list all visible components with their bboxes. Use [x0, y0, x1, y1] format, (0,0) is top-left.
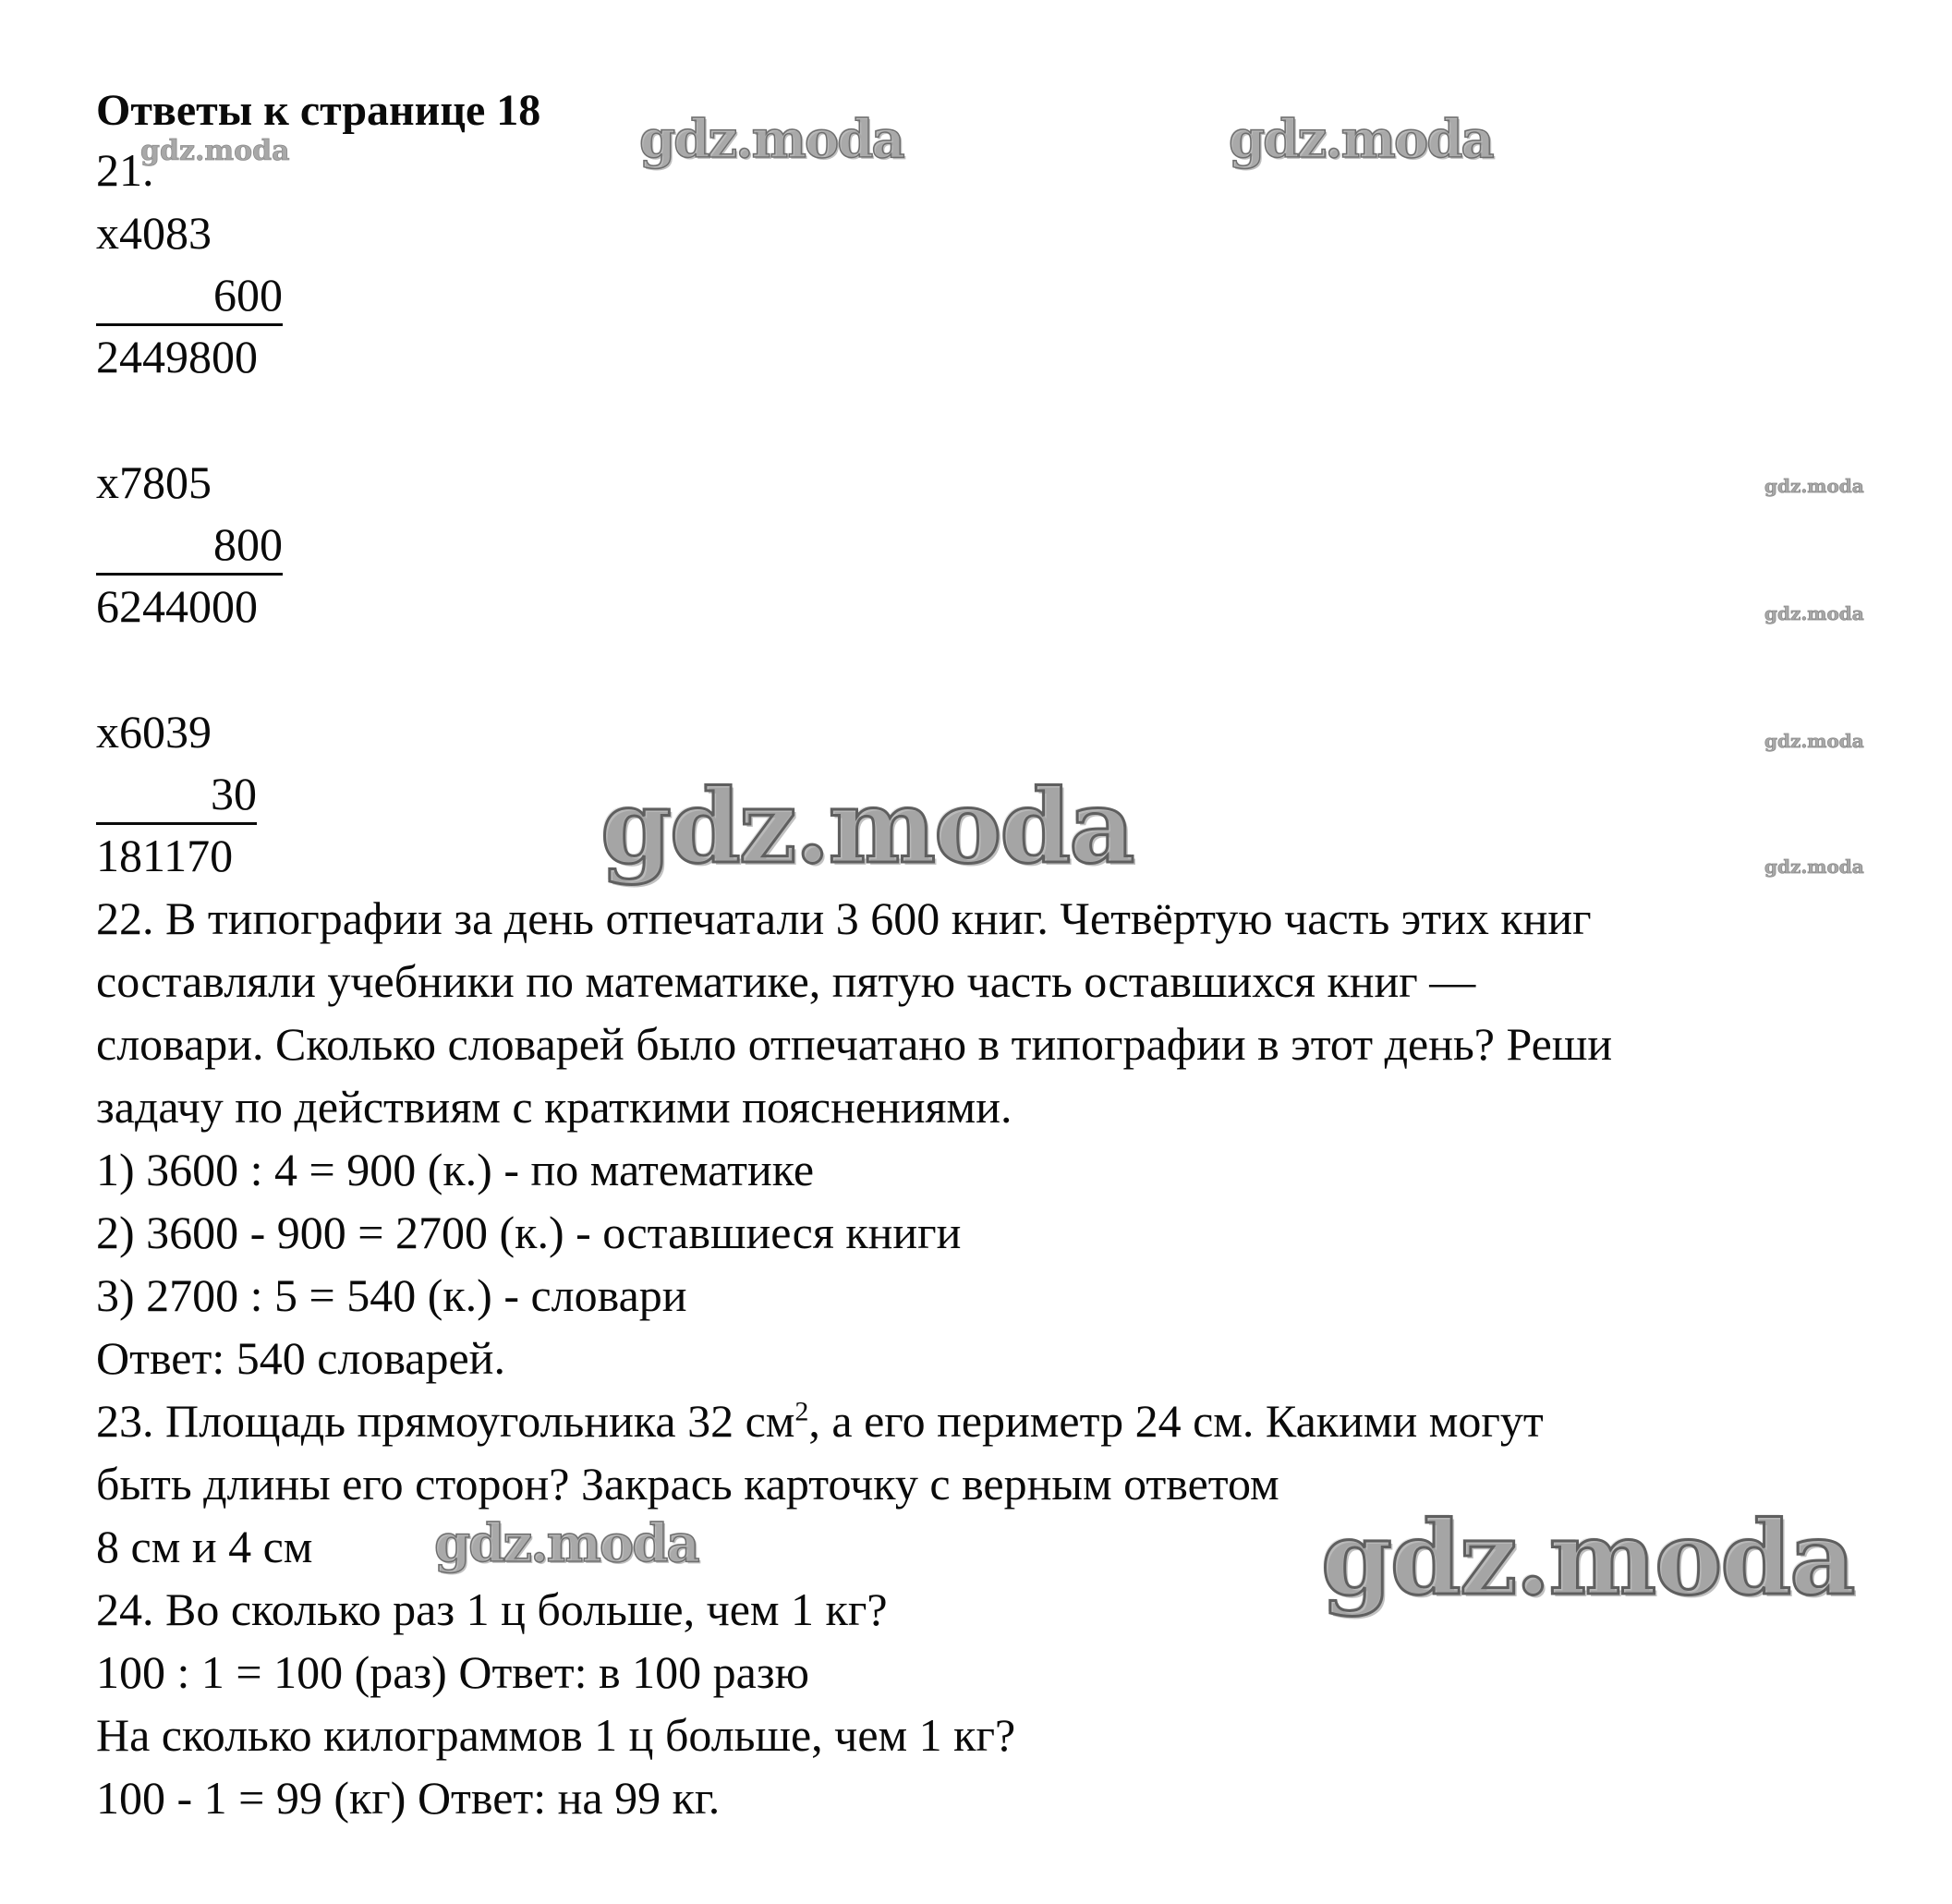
- task-22-text-line: задачу по действиям с краткими пояснениями.: [96, 1081, 1012, 1133]
- task-24-question: 24. Во сколько раз 1 ц больше, чем 1 кг?: [96, 1583, 888, 1635]
- watermark-logo: gdz.moda: [434, 1513, 698, 1574]
- watermark-logo: gdz.moda: [1764, 602, 1864, 625]
- watermark-logo: gdz.moda: [600, 767, 1134, 886]
- task-23-text-line: быть длины его сторон? Закрась карточку с верным ответом: [96, 1458, 1279, 1510]
- product: 6244000: [96, 580, 258, 632]
- multiplicand: x6039: [96, 706, 212, 758]
- watermark-logo: gdz.moda: [140, 135, 290, 167]
- multiplicand: x4083: [96, 207, 212, 259]
- multiplier: 800: [96, 515, 283, 576]
- task-22-answer: Ответ: 540 словарей.: [96, 1332, 505, 1384]
- watermark-logo: gdz.moda: [1229, 109, 1493, 170]
- task-24-answer: 100 - 1 = 99 (кг) Ответ: на 99 кг.: [96, 1772, 721, 1824]
- task-22-text-line: составляли учебники по математике, пятую часть оставшихся книг —: [96, 955, 1476, 1007]
- task-21-label: 21.: [96, 144, 154, 196]
- task-24-answer: 100 : 1 = 100 (раз) Ответ: в 100 разю: [96, 1646, 809, 1698]
- multiplier: 30: [96, 765, 257, 825]
- task-22-step: 3) 2700 : 5 = 540 (к.) - словари: [96, 1269, 687, 1321]
- multiplicand: x7805: [96, 456, 212, 508]
- watermark-logo: gdz.moda: [1764, 855, 1864, 878]
- task-22-text-line: 22. В типографии за день отпечатали 3 600 книг. Четвёртую часть этих книг: [96, 892, 1592, 944]
- watermark-logo: gdz.moda: [639, 109, 903, 170]
- superscript: 2: [794, 1396, 809, 1427]
- watermark-logo: gdz.moda: [1321, 1498, 1854, 1618]
- task-22-step: 1) 3600 : 4 = 900 (к.) - по математике: [96, 1144, 815, 1195]
- product: 2449800: [96, 331, 258, 382]
- task-22-text-line: словари. Сколько словарей было отпечатано в типографии в этот день? Реши: [96, 1018, 1613, 1070]
- page-title: Ответы к странице 18: [96, 86, 541, 135]
- product: 181170: [96, 830, 234, 881]
- task-24-question: На сколько килограммов 1 ц больше, чем 1 кг?: [96, 1709, 1016, 1761]
- task-23-answer: 8 см и 4 см: [96, 1521, 313, 1572]
- task-22-step: 2) 3600 - 900 = 2700 (к.) - оставшиеся книги: [96, 1207, 962, 1258]
- watermark-logo: gdz.moda: [1764, 475, 1864, 497]
- watermark-logo: gdz.moda: [1764, 730, 1864, 752]
- task-23-text-line: 23. Площадь прямоугольника 32 $см^2$, а его периметр 24 см. Какими могут: [96, 1395, 1544, 1447]
- multiplier: 600: [96, 266, 283, 326]
